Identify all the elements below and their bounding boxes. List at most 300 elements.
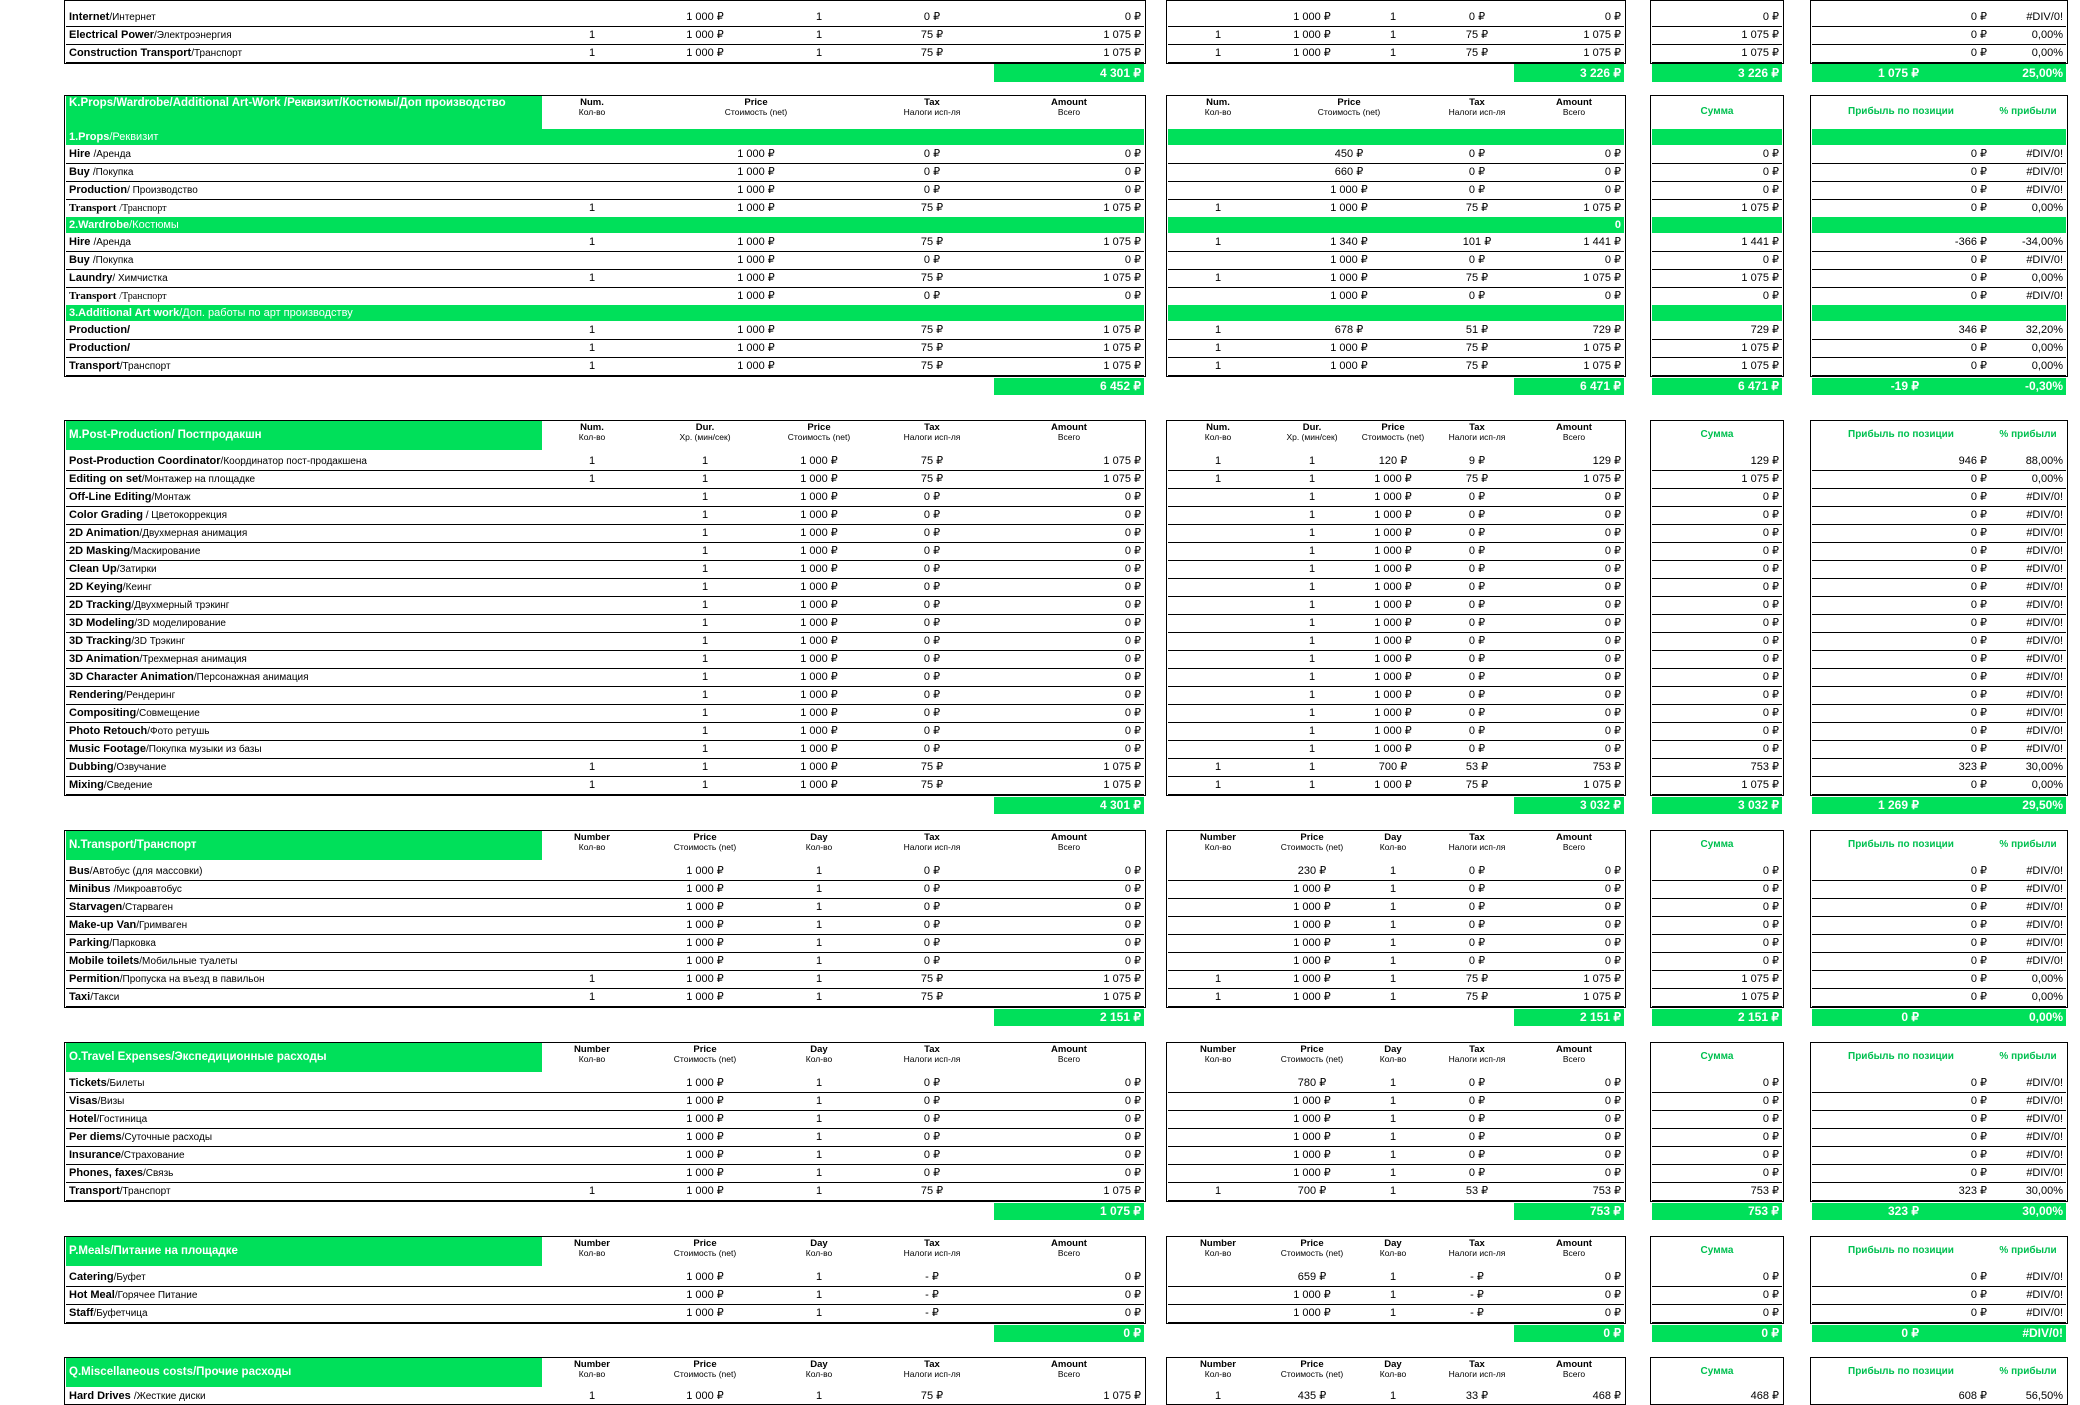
line-item-name-en: Hard Drives [69,1390,134,1402]
line-item-name-en: Compositing [69,707,137,719]
cell-amount: 1 075 ₽ [1103,202,1141,214]
cell-summa: 1 441 ₽ [1741,236,1779,248]
cell-dur-2: 1 [1308,563,1316,575]
cell-profit-pct: 32,20% [2025,324,2063,336]
line-item-name-en: Music Footage [69,743,147,755]
cell-amount-2: 0 ₽ [1604,1113,1621,1125]
column-header-day [1356,832,1430,860]
cell-profit-pct: #DIV/0! [2026,617,2063,629]
cell-profit-pct: #DIV/0! [2026,545,2063,557]
column-header-subtitle: Всего [1057,1248,1081,1258]
cell-tax-2: 0 ₽ [1468,254,1486,266]
cell-num-2 [1168,506,1268,524]
cell-num-2: 1 [1214,272,1222,284]
cell-tax-2: 0 ₽ [1468,617,1486,629]
line-item-name-en: Editing on set [69,473,142,485]
column-header-subtitle: Кол-во [1379,1054,1407,1064]
cell-profit: 0 ₽ [1970,1077,1987,1089]
cell-amount-2: 129 ₽ [1592,455,1621,467]
column-header-tax [1430,1238,1524,1266]
cell-num-2: 1 [1214,761,1222,773]
column-header-title: Num. [1206,422,1230,433]
column-header-subtitle: Кол-во [805,1248,833,1258]
cell-num-2: 1 [1214,342,1222,354]
line-item-name-en: Buy [69,254,93,266]
cell-tax: 0 ₽ [923,617,941,629]
cell-price-2: 1 000 ₽ [1374,725,1412,737]
cell-num: 1 [588,29,596,41]
cell-price: 1 000 ₽ [737,236,775,248]
column-header-subtitle: Кол-во [578,1369,606,1379]
cell-day-2: 1 [1389,865,1397,877]
cell-num-2: 1 [1214,455,1222,467]
cell-num: 1 [588,473,596,485]
cell-price-2: 700 ₽ [1378,761,1408,773]
line-item-name-ru: /Фото ретушь [147,726,210,737]
cell-amount-2: 0 ₽ [1604,865,1621,877]
total-profit-pct: 25,00% [1922,64,2066,82]
column-header-profit: Прибыль по позиции [1848,106,1954,117]
cell-profit: 0 ₽ [1970,11,1987,23]
column-header-title: Tax [924,1044,940,1055]
column-header-amount [994,1044,1144,1072]
line-item-name-ru: / Химчистка [112,273,168,284]
cell-amount: 0 ₽ [1124,883,1141,895]
cell-price-2: 1 000 ₽ [1293,1095,1331,1107]
line-item-name-ru: /Аренда [93,237,131,248]
cell-amount-2: 1 441 ₽ [1583,236,1621,248]
column-header-title: Amount [1556,422,1592,433]
column-header-subtitle: Налоги исп-ля [903,1248,961,1258]
group-band [1812,305,2066,321]
cell-amount: 0 ₽ [1124,1131,1141,1143]
cell-profit-pct: #DIV/0! [2026,635,2063,647]
column-header-title: Price [807,422,831,433]
cell-summa: 0 ₽ [1762,1271,1779,1283]
cell-num-2 [1168,668,1268,686]
cell-dur-2: 1 [1308,761,1316,773]
cell-tax-2: 0 ₽ [1468,865,1486,877]
line-item-name-en: Permition [69,973,120,985]
line-item-label [66,740,542,758]
cell-amount-2: 753 ₽ [1592,761,1621,773]
line-item-label [66,506,542,524]
total-profit: 0 ₽ [1812,1009,1922,1026]
cell-num [542,506,642,524]
cell-num-2 [1168,686,1268,704]
cell-amount: 0 ₽ [1124,509,1141,521]
cell-num-2 [1168,614,1268,632]
line-item-name-ru: /Сведение [103,780,153,791]
column-header-title: Tax [1469,1044,1485,1055]
column-header-num [1168,97,1268,129]
cell-price-2: 1 000 ₽ [1374,509,1412,521]
cell-profit-pct: #DIV/0! [2026,743,2063,755]
cell-tax-2: 75 ₽ [1465,473,1489,485]
line-item-label [66,686,542,704]
total-profit: 1 269 ₽ [1812,797,1922,814]
cell-price: 1 000 ₽ [737,272,775,284]
cell-dur-2: 1 [1308,509,1316,521]
cell-amount-2: 1 075 ₽ [1583,973,1621,985]
cell-profit-pct: #DIV/0! [2026,689,2063,701]
cell-dur: 1 [701,563,709,575]
total-profit: 323 ₽ [1812,1203,1922,1220]
cell-summa: 0 ₽ [1762,1095,1779,1107]
cell-dur-2: 1 [1308,491,1316,503]
column-header-subtitle: Кол-во [1204,432,1232,442]
cell-tax-2: - ₽ [1470,1289,1484,1301]
cell-price-2: 1 000 ₽ [1330,360,1368,372]
cell-price: 1 000 ₽ [686,11,724,23]
line-item-name-ru: /Озвучание [113,762,167,773]
cell-profit-pct: #DIV/0! [2026,1095,2063,1107]
column-header-tax [870,1359,994,1387]
line-item-label [66,722,542,740]
line-item-name-en: Mobile toilets [69,955,140,967]
column-header-title: Price [1300,1238,1324,1249]
group-title [66,129,1144,145]
column-header-title: Tax [924,422,940,433]
cell-tax: 0 ₽ [923,254,941,266]
cell-profit-pct: #DIV/0! [2026,1113,2063,1125]
line-item-name-en: 3D Character Animation [69,671,194,683]
cell-dur: 1 [701,761,709,773]
column-header-title: Price [693,1238,717,1249]
cell-profit-pct: #DIV/0! [2026,563,2063,575]
group-band [1652,129,1782,145]
column-header-title: Number [574,832,610,843]
column-header-subtitle: Стоимость (net) [1361,432,1425,442]
cell-profit-pct: #DIV/0! [2026,707,2063,719]
total-amount-2: 3 226 ₽ [1514,64,1624,82]
cell-tax-2: 0 ₽ [1468,166,1486,178]
cell-amount-2: 0 ₽ [1604,901,1621,913]
column-header-amount [994,97,1144,129]
cell-profit-pct: #DIV/0! [2026,901,2063,913]
line-item-label [66,988,542,1006]
cell-amount-2: 1 075 ₽ [1583,202,1621,214]
cell-amount-2: 0 ₽ [1604,671,1621,683]
cell-num: 1 [588,991,596,1003]
total-profit-pct: #DIV/0! [1922,1325,2066,1342]
cell-tax: 0 ₽ [923,937,941,949]
column-header-subtitle: Стоимость (net) [673,1248,737,1258]
cell-price: 1 000 ₽ [686,1113,724,1125]
cell-num-2 [1168,287,1268,305]
column-header-day [768,1359,870,1387]
cell-amount: 1 075 ₽ [1103,324,1141,336]
cell-price: 1 000 ₽ [737,324,775,336]
cell-tax: 0 ₽ [923,1149,941,1161]
line-item-label [66,596,542,614]
cell-day-2: 1 [1389,901,1397,913]
column-header-title: Amount [1556,1359,1592,1370]
column-header-subtitle: Кол-во [578,1054,606,1064]
cell-num [542,1268,642,1286]
column-header-pct: % прибыли [1999,1051,2057,1062]
cell-price: 1 000 ₽ [686,955,724,967]
line-item-label [66,269,542,287]
column-header-title: Day [810,1044,828,1055]
cell-tax: 0 ₽ [923,1077,941,1089]
column-header-pct: % прибыли [1999,1245,2057,1256]
cell-tax: 0 ₽ [923,148,941,160]
cell-profit: 0 ₽ [1970,360,1987,372]
column-header-tax [1430,1359,1524,1387]
line-item-name-ru: /Маскирование [130,546,201,557]
cell-summa: 0 ₽ [1762,491,1779,503]
cell-summa: 1 075 ₽ [1741,47,1779,59]
cell-summa: 0 ₽ [1762,635,1779,647]
cell-dur-2: 1 [1308,599,1316,611]
cell-num [542,614,642,632]
cell-profit: 0 ₽ [1970,148,1987,160]
column-header-subtitle: Всего [1562,432,1586,442]
line-item-name-ru: /Транспорт [191,48,243,59]
cell-summa: 0 ₽ [1762,743,1779,755]
column-header-day [768,1238,870,1266]
cell-price-2: 230 ₽ [1297,865,1327,877]
cell-price-2: 700 ₽ [1297,1185,1327,1197]
cell-num [542,632,642,650]
column-header-title: Amount [1051,422,1087,433]
cell-price: 1 000 ₽ [686,973,724,985]
cell-day: 1 [815,955,823,967]
cell-num: 1 [588,1185,596,1197]
cell-dur: 1 [701,779,709,791]
cell-dur-2: 1 [1308,617,1316,629]
column-header-summa: Сумма [1700,1245,1734,1256]
cell-num-2: 1 [1214,973,1222,985]
column-header-title: Number [574,1359,610,1370]
total-summa: 6 471 ₽ [1652,378,1782,395]
total-amount-2: 6 471 ₽ [1514,378,1624,395]
cell-price: 1 000 ₽ [737,342,775,354]
group-band [1652,305,1782,321]
cell-day-2: 1 [1389,973,1397,985]
cell-amount: 0 ₽ [1124,290,1141,302]
cell-amount: 1 075 ₽ [1103,342,1141,354]
line-item-name-en: Construction Transport [69,47,192,59]
cell-tax: 0 ₽ [923,1131,941,1143]
column-header-title: Tax [924,1359,940,1370]
line-item-name-en: Transport [69,1185,120,1197]
group-title-en: 1.Props [69,131,110,143]
line-item-name-en: 2D Masking [69,545,131,557]
cell-num [542,560,642,578]
cell-profit-pct: 0,00% [2031,202,2063,214]
column-header-subtitle: Кол-во [1379,1369,1407,1379]
cell-num: 1 [588,324,596,336]
cell-price: 1 000 ₽ [800,707,838,719]
line-item-name-ru: /Совмещение [136,708,200,719]
cell-tax: 0 ₽ [923,635,941,647]
cell-amount: 1 075 ₽ [1103,29,1141,41]
line-item-name-ru: /Рендеринг [123,690,176,701]
column-header-title: Price [1300,832,1324,843]
cell-profit-pct: 0,00% [2031,360,2063,372]
line-item-name-en: 2D Tracking [69,599,132,611]
cell-day: 1 [815,1113,823,1125]
total-summa: 753 ₽ [1652,1203,1782,1220]
cell-num-2: 1 [1214,991,1222,1003]
column-header-amount [994,832,1144,860]
cell-price-2: 1 000 ₽ [1330,184,1368,196]
cell-amount-2: 0 ₽ [1604,883,1621,895]
cell-day: 1 [815,1077,823,1089]
column-header-subtitle: Всего [1057,1369,1081,1379]
cell-price-2: 1 000 ₽ [1330,342,1368,354]
column-header-subtitle: Всего [1562,107,1586,117]
cell-tax: 0 ₽ [923,166,941,178]
cell-price-2: 1 000 ₽ [1374,581,1412,593]
cell-day-2: 1 [1389,919,1397,931]
column-header-summa: Сумма [1700,1366,1734,1377]
column-header-subtitle: Налоги исп-ля [903,107,961,117]
column-header-subtitle: Всего [1057,1054,1081,1064]
line-item-name-ru: /Буфет [113,1272,146,1283]
cell-profit-pct: #DIV/0! [2026,725,2063,737]
line-item-name-ru: /Суточные расходы [121,1132,213,1143]
cell-tax: 0 ₽ [923,527,941,539]
cell-amount-2: 0 ₽ [1604,491,1621,503]
cell-profit: 0 ₽ [1970,1131,1987,1143]
column-header-title: Day [810,1238,828,1249]
column-header-number [542,1359,642,1387]
cell-num-2 [1168,1268,1268,1286]
cell-day: 1 [815,1390,823,1402]
cell-price: 1 000 ₽ [686,1167,724,1179]
cell-num-2 [1168,1146,1268,1164]
column-header-subtitle: Налоги исп-ля [1448,1054,1506,1064]
column-header-subtitle: Кол-во [1204,1369,1232,1379]
cell-num-2 [1168,704,1268,722]
cell-num-2 [1168,163,1268,181]
cell-summa: 0 ₽ [1762,937,1779,949]
line-item-name-en: Off-Line Editing [69,491,152,503]
column-header-subtitle: Кол-во [1379,842,1407,852]
cell-day-2: 1 [1389,1167,1397,1179]
column-header-tax [1430,832,1524,860]
cell-tax: 75 ₽ [920,236,944,248]
cell-dur: 1 [701,473,709,485]
line-item-label [66,704,542,722]
cell-amount: 0 ₽ [1124,725,1141,737]
column-header-subtitle: Кол-во [578,1248,606,1258]
line-item-name-en: Transport [69,202,120,214]
line-item-name-en: Parking [69,937,110,949]
cell-amount-2: 0 ₽ [1604,581,1621,593]
cell-amount: 1 075 ₽ [1103,272,1141,284]
cell-num [542,668,642,686]
cell-tax-2: 51 ₽ [1465,324,1489,336]
group-sum [1168,305,1624,321]
cell-tax-2: 75 ₽ [1465,973,1489,985]
cell-price-2: 1 000 ₽ [1330,202,1368,214]
line-item-name-ru: /Монтаж [151,492,191,503]
line-item-name-en: Post-Production Coordinator [69,455,221,467]
cell-amount: 0 ₽ [1124,1149,1141,1161]
cell-tax: 0 ₽ [923,901,941,913]
cell-amount: 1 075 ₽ [1103,973,1141,985]
column-header-title: Amount [1556,1044,1592,1055]
line-item-name-en: Laundry [69,272,113,284]
cell-dur-2: 1 [1308,707,1316,719]
cell-num: 1 [588,272,596,284]
cell-amount: 0 ₽ [1124,1095,1141,1107]
cell-day: 1 [815,11,823,23]
cell-dur: 1 [701,635,709,647]
cell-tax-2: 101 ₽ [1462,236,1492,248]
line-item-name-en: 2D Keying [69,581,123,593]
column-header-subtitle: Всего [1057,842,1081,852]
column-header-subtitle: Налоги исп-ля [903,1054,961,1064]
cell-tax: 75 ₽ [920,455,944,467]
cell-summa: 0 ₽ [1762,599,1779,611]
line-item-label [66,542,542,560]
cell-price-2: 1 000 ₽ [1293,47,1331,59]
total-summa: 2 151 ₽ [1652,1009,1782,1026]
cell-tax-2: 75 ₽ [1465,272,1489,284]
total-summa: 0 ₽ [1652,1325,1782,1342]
cell-profit: 0 ₽ [1970,1149,1987,1161]
cell-price-2: 1 000 ₽ [1293,937,1331,949]
cell-price-2: 1 000 ₽ [1374,707,1412,719]
cell-num [542,163,642,181]
cell-amount-2: 0 ₽ [1604,635,1621,647]
cell-summa: 0 ₽ [1762,509,1779,521]
cell-summa: 0 ₽ [1762,865,1779,877]
cell-price: 1 000 ₽ [737,254,775,266]
column-header-subtitle: Налоги исп-ля [1448,1369,1506,1379]
cell-summa: 0 ₽ [1762,955,1779,967]
cell-price-2: 1 000 ₽ [1374,617,1412,629]
column-header-subtitle: Кол-во [1379,1248,1407,1258]
cell-num-2 [1168,524,1268,542]
cell-price: 1 000 ₽ [686,1095,724,1107]
cell-num [542,898,642,916]
line-item-name-ru: /Гримваген [136,920,188,931]
cell-dur-2: 1 [1308,527,1316,539]
cell-profit: 0 ₽ [1970,689,1987,701]
cell-profit: 0 ₽ [1970,254,1987,266]
cell-amount: 1 075 ₽ [1103,761,1141,773]
cell-num-2 [1168,722,1268,740]
line-item-name-en: Clean Up [69,563,117,575]
cell-profit: 0 ₽ [1970,491,1987,503]
cell-day: 1 [815,1149,823,1161]
column-header-profit: Прибыль по позиции [1848,1051,1954,1062]
cell-tax: 0 ₽ [923,491,941,503]
cell-price: 1 000 ₽ [800,725,838,737]
cell-num-2 [1168,596,1268,614]
column-header-title: Price [693,1359,717,1370]
line-item-label [66,934,542,952]
cell-amount: 0 ₽ [1124,671,1141,683]
column-header-title: Num. [1206,97,1230,108]
line-item-name-ru: /Визы [97,1096,125,1107]
section-title: M.Post-Production/ Постпродакшн [66,420,542,450]
line-item-name-ru: /Транспорт [119,291,167,302]
total-amount: 6 452 ₽ [994,378,1144,395]
cell-profit: 608 ₽ [1958,1390,1987,1402]
cell-amount: 0 ₽ [1124,491,1141,503]
column-header-subtitle: Налоги исп-ля [1448,107,1506,117]
column-header-day [768,1044,870,1072]
cell-amount: 0 ₽ [1124,689,1141,701]
cell-tax: 0 ₽ [923,581,941,593]
